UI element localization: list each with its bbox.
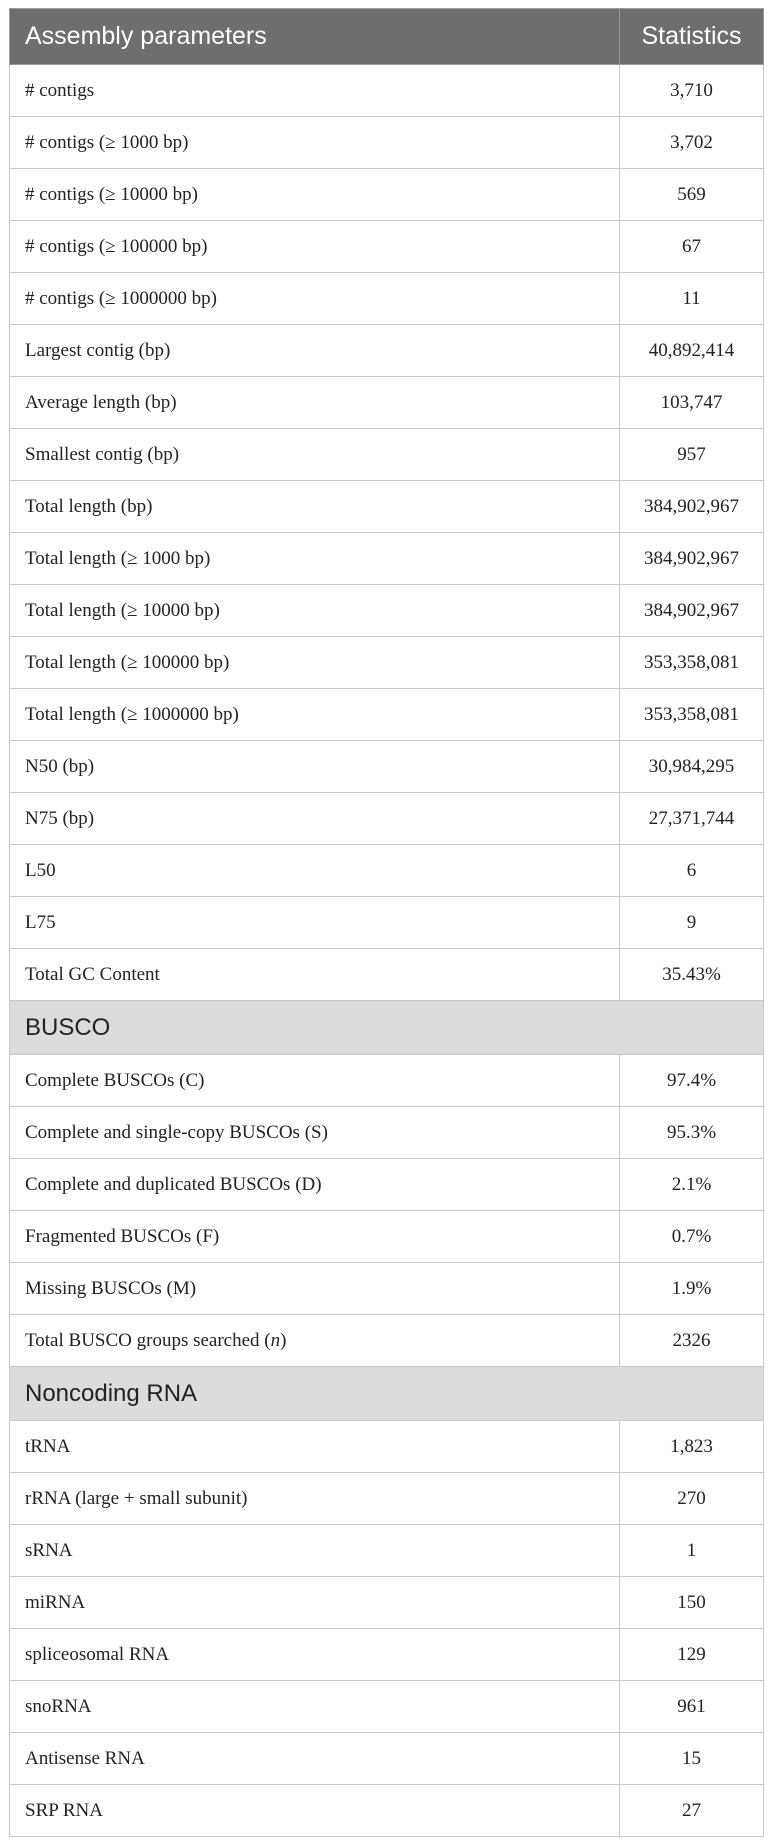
table-row: [10, 1055, 764, 1107]
table-row: [10, 1681, 764, 1733]
section-title: Noncoding RNA: [10, 1367, 764, 1421]
row-label: N75 (bp): [10, 793, 620, 845]
row-value: 30,984,295: [620, 741, 764, 793]
table-row: [10, 1733, 764, 1785]
table-row: [10, 845, 764, 897]
table-row: [10, 429, 764, 481]
row-label: Largest contig (bp): [10, 325, 620, 377]
table-row: [10, 585, 764, 637]
table-row: [10, 949, 764, 1001]
row-value: 11: [620, 273, 764, 325]
table-row: [10, 65, 764, 117]
row-value: 9: [620, 897, 764, 949]
table-row: [10, 1577, 764, 1629]
row-label: sRNA: [10, 1525, 620, 1577]
row-value: 2326: [620, 1315, 764, 1367]
row-value: 569: [620, 169, 764, 221]
table-row: [10, 897, 764, 949]
table-row: [10, 273, 764, 325]
table-row: [10, 1159, 764, 1211]
header-statistics: Statistics: [620, 9, 764, 65]
table-row: [10, 325, 764, 377]
row-value: 27: [620, 1785, 764, 1837]
table-row: [10, 1629, 764, 1681]
row-label: spliceosomal RNA: [10, 1629, 620, 1681]
row-label: Total length (≥ 1000000 bp): [10, 689, 620, 741]
table-row: [10, 793, 764, 845]
row-label: N50 (bp): [10, 741, 620, 793]
table-row: [10, 637, 764, 689]
table-row: [10, 169, 764, 221]
table-row: [10, 1421, 764, 1473]
assembly-statistics-table: [9, 8, 764, 1837]
header-assembly-parameters: Assembly parameters: [10, 9, 620, 65]
row-value: 15: [620, 1733, 764, 1785]
row-label: L75: [10, 897, 620, 949]
row-value: 270: [620, 1473, 764, 1525]
row-value: 6: [620, 845, 764, 897]
row-label: # contigs (≥ 100000 bp): [10, 221, 620, 273]
table-row: [10, 1263, 764, 1315]
table-row: [10, 1107, 764, 1159]
row-value: 384,902,967: [620, 533, 764, 585]
row-label: SRP RNA: [10, 1785, 620, 1837]
table-row: [10, 221, 764, 273]
row-label-prefix: Total BUSCO groups searched (: [25, 1329, 271, 1351]
table-row: [10, 1211, 764, 1263]
row-label: Total GC Content: [10, 949, 620, 1001]
row-value: 129: [620, 1629, 764, 1681]
row-label: # contigs (≥ 1000 bp): [10, 117, 620, 169]
section-header-noncoding-rna: [10, 1367, 764, 1421]
table-row: [10, 1525, 764, 1577]
table-row: [10, 533, 764, 585]
row-label: Complete BUSCOs (C): [10, 1055, 620, 1107]
row-label: miRNA: [10, 1577, 620, 1629]
row-label: Complete and duplicated BUSCOs (D): [10, 1159, 620, 1211]
table-row: [10, 481, 764, 533]
row-value: 384,902,967: [620, 585, 764, 637]
row-label-suffix: ): [280, 1329, 287, 1351]
row-value: 103,747: [620, 377, 764, 429]
row-value: 27,371,744: [620, 793, 764, 845]
row-value: 35.43%: [620, 949, 764, 1001]
table-row: [10, 1785, 764, 1837]
row-label: tRNA: [10, 1421, 620, 1473]
table-row: [10, 117, 764, 169]
table-row: [10, 1315, 764, 1367]
row-label: L50: [10, 845, 620, 897]
row-value: 150: [620, 1577, 764, 1629]
row-label: Antisense RNA: [10, 1733, 620, 1785]
row-label: Total length (≥ 1000 bp): [10, 533, 620, 585]
section-header-busco: [10, 1001, 764, 1055]
row-value: 353,358,081: [620, 689, 764, 741]
row-value: 384,902,967: [620, 481, 764, 533]
row-value: 353,358,081: [620, 637, 764, 689]
row-label: # contigs (≥ 1000000 bp): [10, 273, 620, 325]
row-label: Smallest contig (bp): [10, 429, 620, 481]
table-body: [10, 65, 764, 1837]
row-label: Fragmented BUSCOs (F): [10, 1211, 620, 1263]
row-value: 3,702: [620, 117, 764, 169]
row-label: Total length (bp): [10, 481, 620, 533]
row-label: Missing BUSCOs (M): [10, 1263, 620, 1315]
table-row: [10, 1473, 764, 1525]
table-row: [10, 377, 764, 429]
row-value: 0.7%: [620, 1211, 764, 1263]
row-label: Complete and single-copy BUSCOs (S): [10, 1107, 620, 1159]
row-value: 2.1%: [620, 1159, 764, 1211]
row-value: 957: [620, 429, 764, 481]
table-row: [10, 689, 764, 741]
row-value: 1,823: [620, 1421, 764, 1473]
row-label: rRNA (large + small subunit): [10, 1473, 620, 1525]
row-value: 67: [620, 221, 764, 273]
table-row: [10, 741, 764, 793]
section-title: BUSCO: [10, 1001, 764, 1055]
row-label-italic: n: [270, 1329, 281, 1351]
row-label: [10, 1315, 620, 1367]
row-value: 961: [620, 1681, 764, 1733]
row-value: 3,710: [620, 65, 764, 117]
row-label: Average length (bp): [10, 377, 620, 429]
row-value: 95.3%: [620, 1107, 764, 1159]
row-value: 1.9%: [620, 1263, 764, 1315]
row-label: # contigs: [10, 65, 620, 117]
header-row: [10, 9, 764, 65]
row-label: Total length (≥ 10000 bp): [10, 585, 620, 637]
row-value: 97.4%: [620, 1055, 764, 1107]
row-label: Total length (≥ 100000 bp): [10, 637, 620, 689]
row-value: 40,892,414: [620, 325, 764, 377]
row-label: # contigs (≥ 10000 bp): [10, 169, 620, 221]
row-value: 1: [620, 1525, 764, 1577]
row-label: snoRNA: [10, 1681, 620, 1733]
